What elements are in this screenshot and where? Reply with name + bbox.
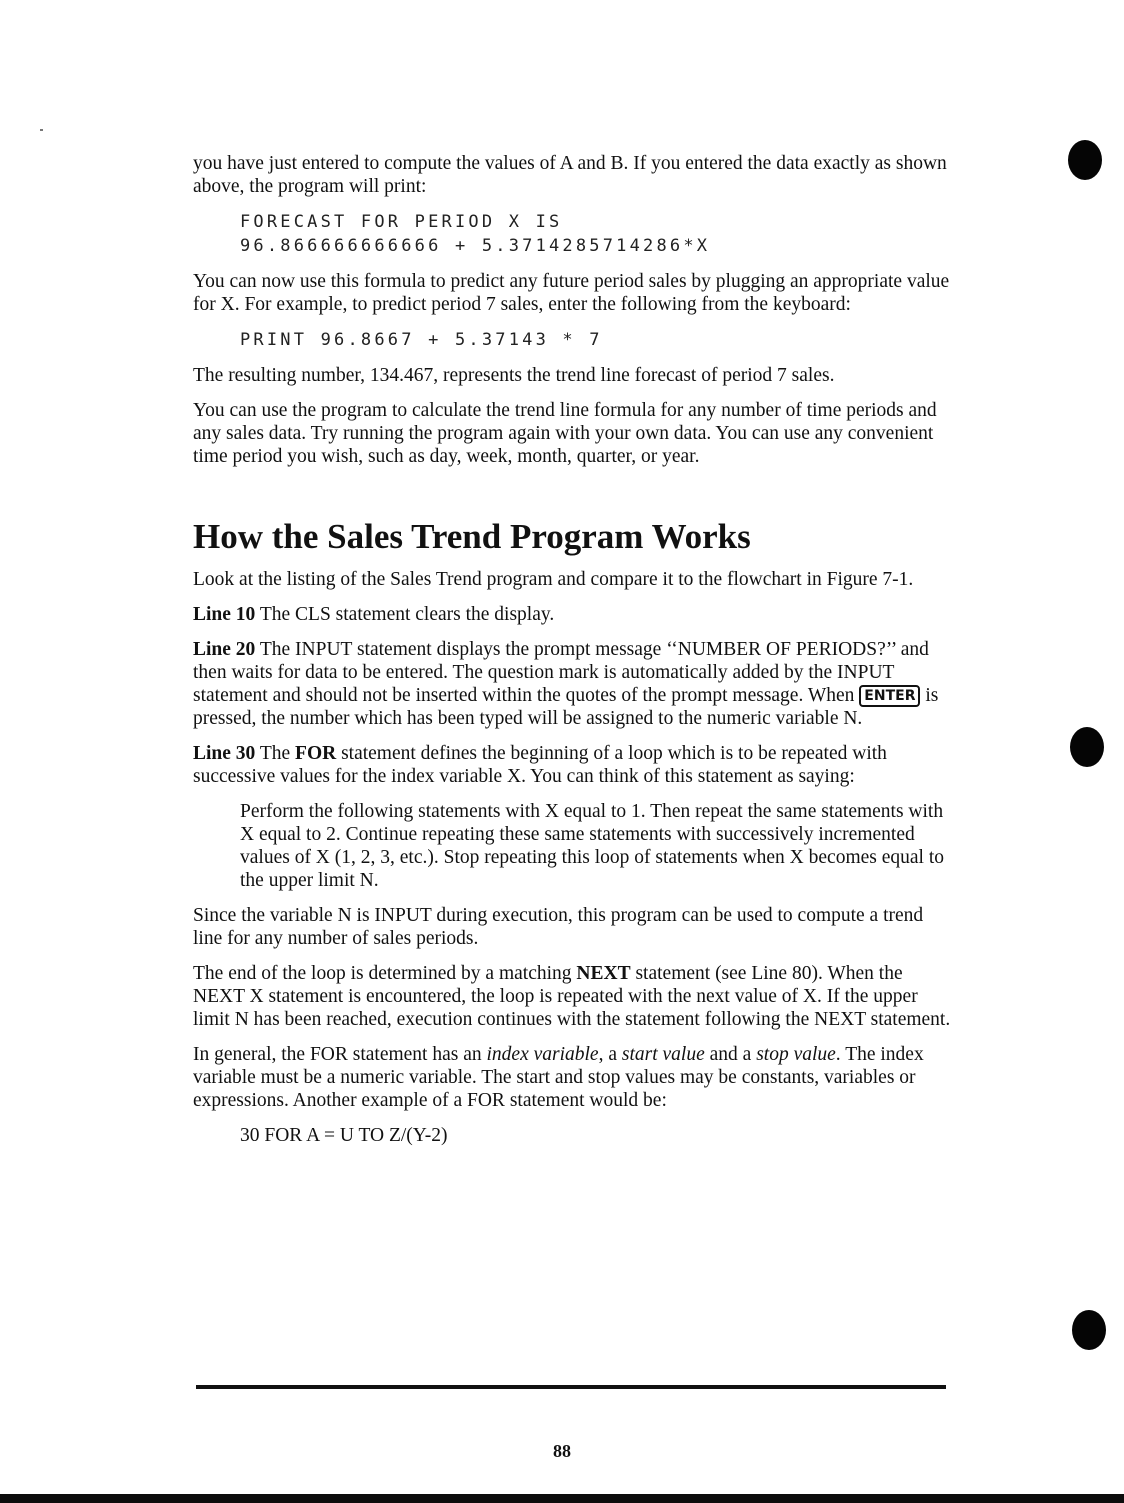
line20-text-after: is pressed, the number which has been typed will be assigned to the numeric variable N. xyxy=(193,685,939,729)
line10-paragraph xyxy=(193,603,953,626)
binder-hole-top xyxy=(1068,140,1102,180)
code-output-line-2: 96.866666666666 + 5.3714285714286*X xyxy=(240,236,711,256)
general-paragraph xyxy=(193,1043,953,1112)
code-output-block xyxy=(193,210,953,258)
line30-text-b: statement defines the beginning of a loop which is to be repeated with successive values for the index variable X. You can think of this statement as saying: xyxy=(193,743,887,787)
scan-speck xyxy=(40,129,43,131)
binder-hole-middle xyxy=(1070,727,1104,767)
end-loop-text-b: statement (see Line 80). When the NEXT X statement is encountered, the loop is repeated with the next value of X. If the upper limit N has been reached, execution continues with the statement following the NEXT statement. xyxy=(193,963,951,1030)
usage-paragraph: You can use the program to calculate the trend line formula for any number of time periods and any sales data. Try running the program again with your own data. You can use any convenient time period you wish, such as day, week, month, quarter, or year. xyxy=(193,400,937,467)
result-paragraph: The resulting number, 134.467, represents the trend line forecast of period 7 sales. xyxy=(193,365,835,386)
stop-value-term: stop value xyxy=(756,1044,836,1065)
page-number: 88 xyxy=(553,1441,571,1461)
general-text-a: In general, the FOR statement has an xyxy=(193,1044,487,1065)
since-paragraph: Since the variable N is INPUT during execution, this program can be used to compute a trend line for any number of sales periods. xyxy=(193,905,924,949)
section-intro: Look at the listing of the Sales Trend program and compare it to the flowchart in Figure 7-1. xyxy=(193,569,914,590)
general-text-d: . The index variable must be a numeric variable. The start and stop values may be constants, variables or expressions. Another example of a FOR statement would be: xyxy=(193,1044,924,1111)
enter-key-icon: ENTER xyxy=(859,685,920,707)
line30-paragraph xyxy=(193,742,953,788)
footer-rule xyxy=(196,1385,946,1389)
scan-bottom-edge xyxy=(0,1494,1124,1503)
index-variable-term: index variable xyxy=(486,1044,599,1065)
for-example-line: 30 FOR A = U TO Z/(Y-2) xyxy=(240,1125,448,1146)
line20-label: Line 20 xyxy=(193,639,256,660)
line20-paragraph xyxy=(193,638,953,730)
next-keyword: NEXT xyxy=(576,963,631,984)
general-text-b: , a xyxy=(598,1044,622,1065)
code-print-block xyxy=(193,328,953,352)
end-loop-paragraph xyxy=(193,962,953,1031)
end-loop-text-a: The end of the loop is determined by a matching xyxy=(193,963,577,984)
code-output-line-1: FORECAST FOR PERIOD X IS xyxy=(240,212,563,232)
start-value-term: start value xyxy=(621,1044,705,1065)
line30-text-a: The xyxy=(255,743,296,764)
general-text-c: and a xyxy=(704,1044,757,1065)
binder-hole-bottom xyxy=(1072,1310,1106,1350)
line10-text: The CLS statement clears the display. xyxy=(255,604,555,625)
line20-text-before: The INPUT statement displays the prompt message ‘‘NUMBER OF PERIODS?’’ and then waits for data to be entered. The question mark is automatically added by the INPUT statement and should not be inserted within the quotes of the prompt message. When xyxy=(193,639,929,706)
intro-paragraph: you have just entered to compute the values of A and B. If you entered the data exactly as shown above, the program will print: xyxy=(193,153,947,197)
predict-paragraph: You can now use this formula to predict any future period sales by plugging an appropriate value for X. For example, to predict period 7 sales, enter the following from the keyboard: xyxy=(193,271,950,315)
page-content xyxy=(193,152,953,1147)
for-keyword: FOR xyxy=(295,743,337,764)
line30-label: Line 30 xyxy=(193,743,256,764)
line10-label: Line 10 xyxy=(193,604,256,625)
section-heading: How the Sales Trend Program Works xyxy=(193,517,751,556)
line30-quote: Perform the following statements with X equal to 1. Then repeat the same statements with X equal to 2. Continue repeating these same statements with successively incremented values of X (1, 2, 3, etc.). Stop repeating this loop of statements when X becomes equal to the upper limit N. xyxy=(240,801,944,891)
code-print-line: PRINT 96.8667 + 5.37143 * 7 xyxy=(240,330,603,350)
